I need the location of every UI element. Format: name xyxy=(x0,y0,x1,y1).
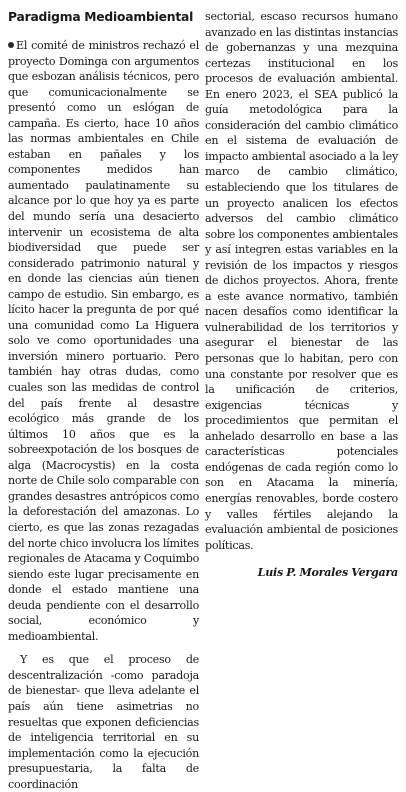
article-paragraph-1-text: El comité de ministros rechazó el proyecto Dominga con argumentos que esbozan análisis técnicos, pero que comunicacionalmente se presentó como un eslógan de campaña. Es cierto, hace 10 años las normas ambientales en Chile estaban en pañales y los componentes medidos han aumentado paulatinamente su alcance por lo que hoy ya es parte del mundo sería una desacierto intervenir un ecosistema de alta biodiversidad que puede ser considerado patrimonio natural y en donde las ciencias aún tienen campo de estudio. Sin embargo, es lícito hacer la pregunta de por qué una comunidad como La Higuera solo ve como oportunidades una inversión minero portuario. Pero también hay otras dudas, como cuales son las medidas de control del país frente al desastre ecológico más grande de los últimos 10 años que es la sobreexpotación de los bosques de alga (Macrocystis) en la costa norte de Chile solo comparable con grandes desastres antrópicos como la deforestación del amazonas. Lo cierto, es que las zonas rezagadas del norte chico involucra los límites regionales de Atacama y Coquimbo siendo este lugar precisamente en donde el estado mantiene una deuda pendiente con el desarrollo social, económico y medioambiental. xyxy=(8,39,199,643)
column-right xyxy=(205,9,398,581)
author-signature: Luis P. Morales Vergara xyxy=(257,566,398,580)
article-paragraph-1 xyxy=(8,38,199,644)
column-left xyxy=(8,9,199,792)
article-paragraph-3: sectorial, escaso recursos humano avanzado en las distintas instancias de gobernanzas y una mezquina certezas institucional en los procesos de evaluación ambiental. En enero 2023, el SEA publicó la guía metodológica para la consideración del cambio climático en el sistema de evaluación de impacto ambiental asociado a la ley marco de cambio climático, estableciendo que los titulares de un proyecto analicen los efectos adversos del cambio climático sobre los componentes ambientales y así integren estas variables en la revisión de los impactos y riesgos de dichos proyectos. Ahora, frente a este avance normativo, también nacen desafíos como identificar la vulnerabilidad de los territorios y asegurar el bienestar de las personas que lo habitan, pero con una constante por resolver que es la unificación de criterios, exigencias técnicas y procedimientos que permitan el anhelado desarrollo en base a las características potenciales endógenas de cada región como lo son en Atacama la minería, energías renovables, borde costero y valles fértiles alejando la evaluación ambiental de posiciones políticas. xyxy=(205,10,398,552)
article-paragraph-2: Y es que el proceso de descentralización -como paradoja de bienestar- que lleva adelante el país aún tiene asimetrias no resueltas que exponen deficiencias de inteligencia territorial en su implementación como la ejecución presupuestaria, la falta de coordinación xyxy=(8,653,199,791)
bullet-dot-icon xyxy=(8,42,14,48)
article-headline: Paradigma Medioambiental xyxy=(8,10,194,24)
